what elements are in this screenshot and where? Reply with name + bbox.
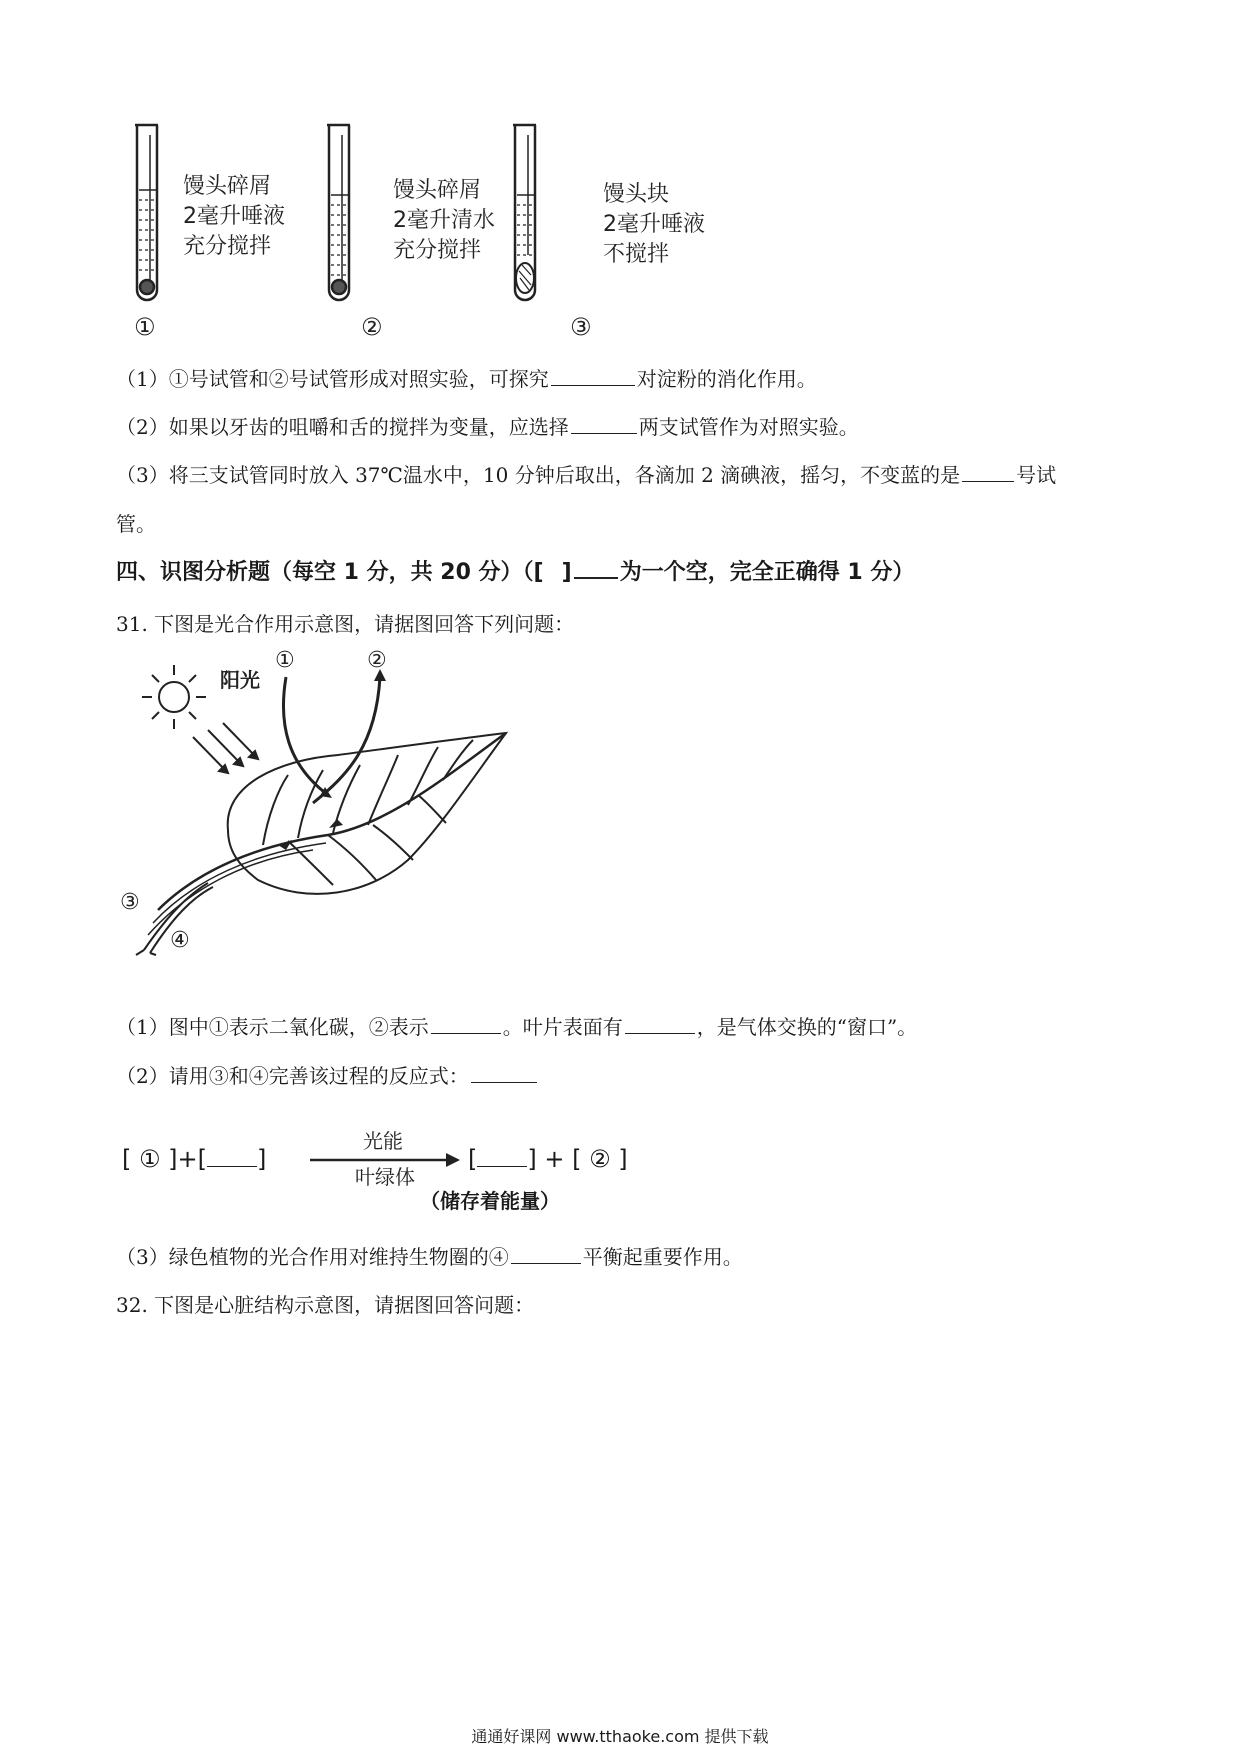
q31-part1: （1）图中①表示二氧化碳，②表示 。叶片表面有 ，是气体交换的“窗口”。 <box>116 1015 918 1039</box>
eq-mid-close: ] <box>256 1145 267 1173</box>
marker-2: ② <box>367 648 387 673</box>
tube-3-label-1: 馒头块 <box>603 182 670 207</box>
tube-2-number: ② <box>361 313 383 341</box>
section-4-heading: 四、识图分析题（每空 1 分，共 20 分）（[ ] 为一个空，完全正确得 1 分） <box>116 560 915 585</box>
answer-blank[interactable] <box>471 1064 537 1083</box>
q30-part1: （1）①号试管和②号试管形成对照实验，可探究 对淀粉的消化作用。 <box>116 367 817 391</box>
eq-left: [ ① ]+[ <box>122 1145 207 1173</box>
tube-2-label-1: 馒头碎屑 <box>393 178 482 203</box>
answer-blank[interactable] <box>962 463 1014 482</box>
marker-4: ④ <box>170 928 190 953</box>
photosynthesis-diagram <box>120 648 528 980</box>
tube-2-label-3: 充分搅拌 <box>393 238 482 263</box>
q31-part3: （3）绿色植物的光合作用对维持生物圈的④ 平衡起重要作用。 <box>116 1245 743 1269</box>
tube-1-label-3: 充分搅拌 <box>183 234 272 259</box>
heading-blank <box>574 559 618 579</box>
eq-right-open: [ <box>468 1145 478 1173</box>
page-footer: 通通好课网 www.tthaoke.com 提供下载 <box>471 1727 769 1746</box>
eq-arrow-top: 光能 <box>363 1129 403 1153</box>
sun-label: 阳光 <box>220 668 260 692</box>
eq-store-note: （储存着能量） <box>420 1189 560 1213</box>
tube-1-label-2: 2毫升唾液 <box>183 204 285 229</box>
eq-blank-product[interactable] <box>477 1148 527 1167</box>
answer-blank[interactable] <box>551 367 635 386</box>
marker-3: ③ <box>120 890 140 915</box>
light-arrows <box>193 723 258 773</box>
eq-arrow <box>305 1120 465 1190</box>
tube-3-label-2: 2毫升唾液 <box>603 212 705 237</box>
q32-stem: 32. 下图是心脏结构示意图，请据图回答问题： <box>116 1293 535 1317</box>
tube-1-number: ① <box>134 313 156 341</box>
answer-blank[interactable] <box>511 1245 581 1264</box>
test-tube-1 <box>135 125 158 300</box>
eq-arrow-bottom: 叶绿体 <box>355 1165 415 1189</box>
tube-3-label-3: 不搅拌 <box>603 242 670 267</box>
q30-part3: （3）将三支试管同时放入 37℃温水中，10 分钟后取出，各滴加 2 滴碘液，摇匀，不变蓝的是 号试 <box>116 463 1057 487</box>
test-tube-3 <box>513 125 536 300</box>
q31-part2: （2）请用③和④完善该过程的反应式： <box>116 1062 539 1090</box>
eq-right-close: ] + [ ② ] <box>527 1145 628 1173</box>
sun-icon <box>142 665 206 729</box>
tube-1-label-1: 馒头碎屑 <box>183 174 272 199</box>
leaf-drawing <box>136 733 506 955</box>
answer-blank[interactable] <box>625 1015 695 1034</box>
tube-3-number: ③ <box>570 313 592 341</box>
answer-blank[interactable] <box>431 1015 501 1034</box>
marker-1: ① <box>275 648 295 673</box>
q31-stem: 31. 下图是光合作用示意图，请据图回答下列问题： <box>116 612 575 636</box>
q30-part3-cont: 管。 <box>116 512 156 536</box>
test-tube-2 <box>327 125 350 300</box>
answer-blank[interactable] <box>571 415 637 434</box>
eq-blank-reactant[interactable] <box>207 1148 257 1167</box>
tube-2-label-2: 2毫升清水 <box>393 208 495 233</box>
q30-part2: （2）如果以牙齿的咀嚼和舌的搅拌为变量，应选择 两支试管作为对照实验。 <box>116 415 859 439</box>
